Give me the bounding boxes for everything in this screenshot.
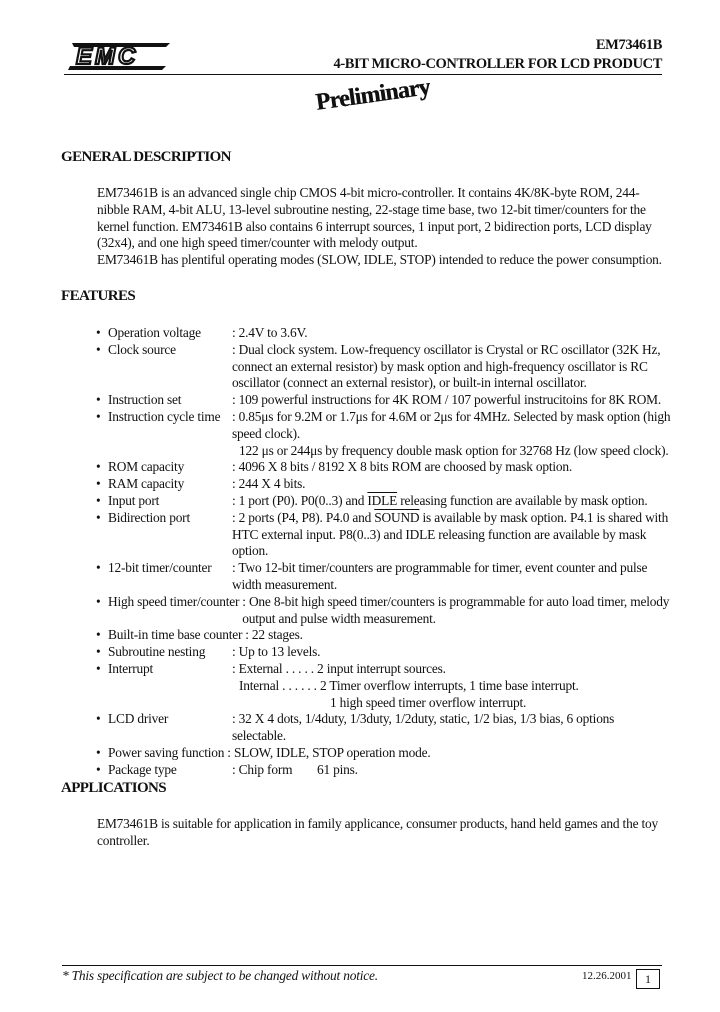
product-title: 4-BIT MICRO-CONTROLLER FOR LCD PRODUCT <box>333 56 662 72</box>
logo-text: EMC <box>76 43 139 70</box>
feature-value: : 2.4V to 3.6V. <box>232 325 308 340</box>
bullet: • <box>96 341 101 357</box>
feature-value-line: 122 μs or 244μs by frequency double mask option for 32768 Hz (low speed clock). <box>239 442 669 458</box>
feature-instruction-set <box>96 392 671 409</box>
bullet: • <box>96 744 101 760</box>
feature-label: ROM capacity <box>108 459 185 475</box>
feature-label: 12-bit timer/counter <box>108 560 212 576</box>
feature-value-overline: IDLE <box>367 492 398 508</box>
feature-value <box>232 762 671 779</box>
feature-value-line: : External . . . . . 2 input interrupt sources. <box>232 660 446 676</box>
feature-value-part: is available by mask option. P4.1 is shared with HTC external input. P8(0..3) and IDLE releasing function are available by mask option. <box>232 509 669 559</box>
feature-value-part: : Chip form <box>232 761 293 777</box>
feature-value <box>232 493 671 510</box>
feature-value-part: : 2 ports (P4, P8). P4.0 and <box>232 509 375 525</box>
feature-operation-voltage <box>96 325 671 342</box>
feature-label: High speed timer/counter <box>108 593 240 609</box>
feature-value: : One 8-bit high speed timer/counters is programmable for auto load timer, melody output and pulse width measurement. <box>242 593 670 626</box>
feature-value <box>232 661 671 711</box>
bullet: • <box>96 408 101 424</box>
feature-value: : 32 X 4 dots, 1/4duty, 1/3duty, 1/2duty, static, 1/2 bias, 1/3 bias, 6 options selectable. <box>232 711 615 744</box>
general-description-p2: EM73461B has plentiful operating modes (SLOW, IDLE, STOP) intended to reduce the power consumption. <box>97 252 662 268</box>
bullet: • <box>96 593 101 609</box>
feature-label: Interrupt <box>108 660 154 676</box>
applications-text <box>97 816 667 850</box>
applications-p1: EM73461B is suitable for application in family applicance, consumer products, hand held games and the toy controller. <box>97 816 658 848</box>
feature-label: Operation voltage <box>108 325 201 340</box>
feature-time-base-counter <box>96 627 671 644</box>
feature-value-part: : 1 port (P0). P0(0..3) and <box>232 492 368 508</box>
bullet: • <box>96 476 101 492</box>
feature-package-type <box>96 762 671 779</box>
feature-value-overline: SOUND <box>374 509 420 525</box>
general-description-heading: GENERAL DESCRIPTION <box>61 149 231 165</box>
model-number: EM73461B <box>595 37 662 53</box>
features-list <box>96 325 671 779</box>
bullet: • <box>96 627 101 643</box>
feature-label: Power saving function <box>108 744 225 760</box>
footer-note: * This specification are subject to be changed without notice. <box>62 968 378 983</box>
feature-value: : 4096 X 8 bits / 8192 X 8 bits ROM are choosed by mask option. <box>232 459 573 475</box>
feature-label: Clock source <box>108 341 176 357</box>
feature-lcd-driver <box>96 711 671 745</box>
feature-label: Input port <box>108 492 160 508</box>
bullet: • <box>96 711 101 727</box>
emc-logo <box>66 40 174 72</box>
preliminary-stamp: Preliminary <box>314 74 432 116</box>
bullet: • <box>96 509 101 525</box>
feature-bidirection-port <box>96 510 671 560</box>
feature-input-port <box>96 493 671 510</box>
feature-label: Built-in time base counter <box>108 627 243 643</box>
bullet: • <box>96 459 101 475</box>
feature-label: Subroutine nesting <box>108 644 206 660</box>
applications-heading: APPLICATIONS <box>61 780 167 796</box>
bullet: • <box>96 492 101 508</box>
footer-rule <box>62 965 662 966</box>
feature-power-saving <box>96 745 671 762</box>
feature-label: Instruction set <box>108 392 182 408</box>
feature-clock-source <box>96 342 671 392</box>
feature-value <box>232 510 671 560</box>
feature-label: RAM capacity <box>108 476 185 492</box>
footer-date: 12.26.2001 <box>582 970 632 982</box>
feature-value-line: : 0.85μs for 9.2M or 1.7μs for 4.6M or 2μs for 4MHz. Selected by mask option (high speed clock). <box>232 408 671 441</box>
feature-value: : 109 powerful instructions for 4K ROM / 107 powerful instrucitoins for 8K ROM. <box>232 392 662 408</box>
feature-value-part: 61 pins. <box>317 761 358 777</box>
feature-value: : Up to 13 levels. <box>232 644 321 660</box>
feature-value: : Dual clock system. Low-frequency oscillator is Crystal or RC oscillator (32K Hz, connect an external resistor) by mask option and high-frequency oscillator is RC oscillator (connect an external resistor), or built-in internal oscillator. <box>232 341 661 391</box>
bullet: • <box>96 325 101 340</box>
feature-value <box>232 409 671 459</box>
feature-label: Instruction cycle time <box>108 408 221 424</box>
header-rule <box>64 74 662 75</box>
feature-value: : 244 X 4 bits. <box>232 476 306 492</box>
feature-value-part: releasing function are available by mask option. <box>397 492 648 508</box>
page-number: 1 <box>636 969 660 989</box>
feature-subroutine-nesting <box>96 644 671 661</box>
bullet: • <box>96 644 101 660</box>
bullet: • <box>96 392 101 408</box>
feature-value-line: 1 high speed timer overflow interrupt. <box>330 694 527 710</box>
feature-label: LCD driver <box>108 711 169 727</box>
feature-interrupt <box>96 661 671 711</box>
bullet: • <box>96 560 101 576</box>
feature-ram-capacity <box>96 476 671 493</box>
bullet: • <box>96 660 101 676</box>
feature-value: : SLOW, IDLE, STOP operation mode. <box>227 744 431 760</box>
feature-label: Package type <box>108 761 177 777</box>
feature-high-speed-timer <box>96 594 671 628</box>
general-description-text <box>97 185 667 269</box>
feature-label: Bidirection port <box>108 509 190 525</box>
bullet: • <box>96 761 101 777</box>
general-description-p1: EM73461B is an advanced single chip CMOS 4-bit micro-controller. It contains 4K/8K-byte ROM, 244-nibble RAM, 4-bit ALU, 13-level subroutine nesting, 22-stage time base, two 12-bit timer/counters for the kernel function. EM73461B also contains 6 interrupt sources, 1 input port, 2 bidirection ports, LCD display (32x4), and one high speed timer/counter with melody output. <box>97 185 652 251</box>
feature-rom-capacity <box>96 459 671 476</box>
features-heading: FEATURES <box>61 288 136 304</box>
feature-value: : 22 stages. <box>245 627 303 643</box>
feature-value: : Two 12-bit timer/counters are programmable for timer, event counter and pulse width measurement. <box>232 560 648 592</box>
feature-12bit-timer <box>96 560 671 594</box>
feature-value-line: Internal . . . . . . 2 Timer overflow interrupts, 1 time base interrupt. <box>239 677 579 693</box>
feature-instruction-cycle-time <box>96 409 671 459</box>
